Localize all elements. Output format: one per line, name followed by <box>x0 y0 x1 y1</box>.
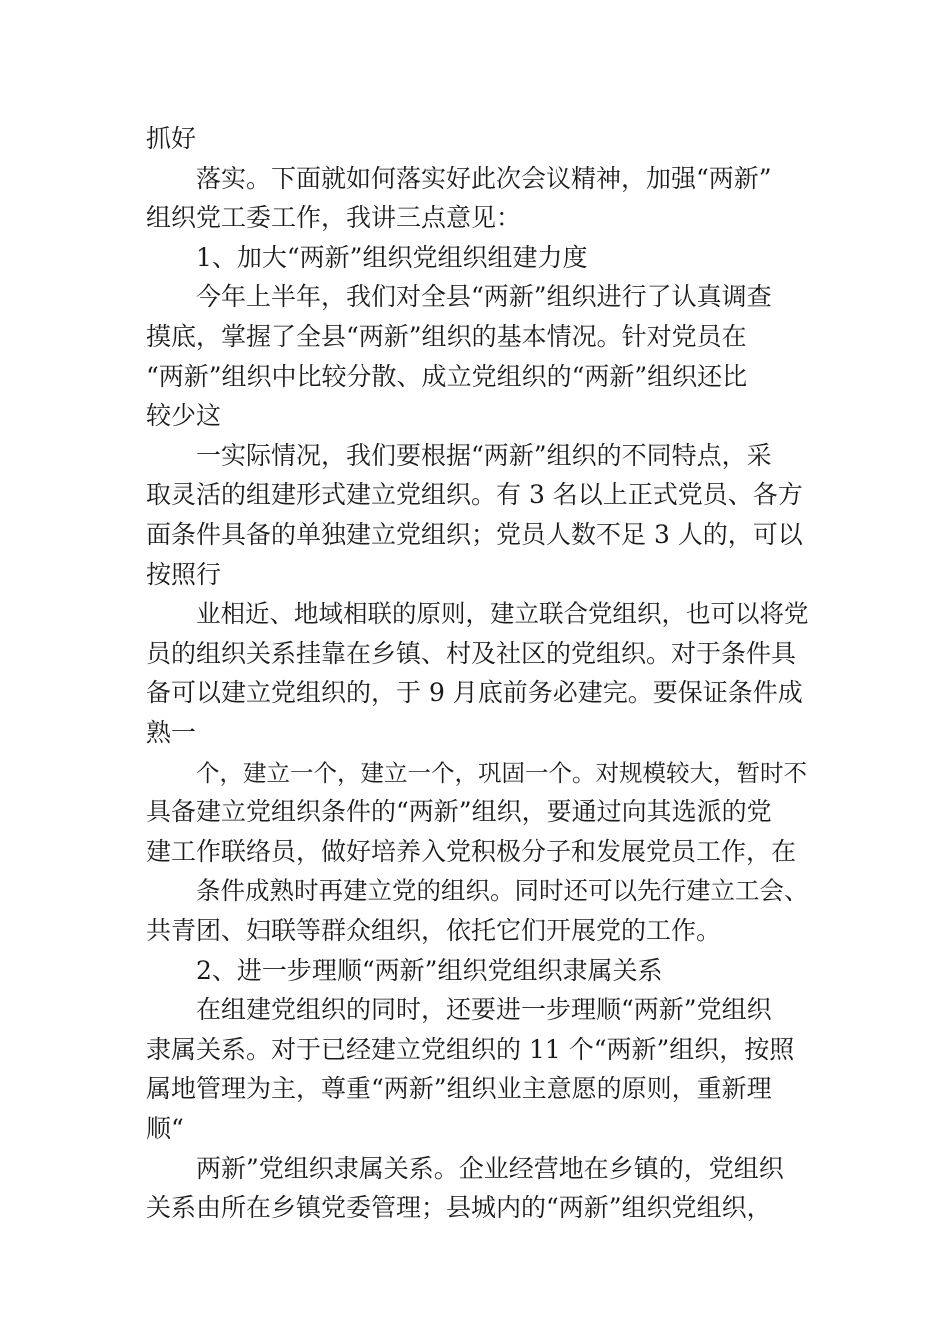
text-line: 业相近、地域相联的原则，建立联合党组织，也可以将党 <box>196 599 809 629</box>
text-line: 面条件具备的单独建立党组织；党员人数不足 3 人的，可以 <box>146 520 803 549</box>
text-line: 2、进一步理顺“两新”组织党组织隶属关系 <box>196 955 663 985</box>
text-line: 建工作联络员，做好培养入党积极分子和发展党员工作，在 <box>146 836 797 866</box>
text-line: 两新”党组织隶属关系。企业经营地在乡镇的，党组织 <box>196 1153 784 1183</box>
text-line: 关系由所在乡镇党委管理；县城内的“两新”组织党组织， <box>146 1193 772 1223</box>
text-line: 按照行 <box>146 559 222 589</box>
text-line: 组织党工委工作，我讲三点意见： <box>146 203 522 233</box>
text-line: 落实。下面就如何落实好此次会议精神，加强“两新” <box>196 163 772 193</box>
text-line: 较少这 <box>146 401 222 431</box>
text-line: 个，建立一个，建立一个，巩固一个。对规模较大，暂时不 <box>196 758 807 787</box>
text-line: 在组建党组织的同时，还要进一步理顺“两新”党组织 <box>196 995 772 1025</box>
text-line: 员的组织关系挂靠在乡镇、村及社区的党组织。对于条件具 <box>146 638 797 668</box>
text-line: 共青团、妇联等群众组织，依托它们开展党的工作。 <box>146 916 722 945</box>
text-line: 一实际情况，我们要根据“两新”组织的不同特点，采 <box>196 440 772 470</box>
text-line: 摸底，掌握了全县“两新”组织的基本情况。针对党员在 <box>146 322 747 351</box>
text-line: 条件成熟时再建立党的组织。同时还可以先行建立工会、 <box>196 876 809 906</box>
text-line: 备可以建立党组织的，于 9 月底前务必建完。要保证条件成 <box>146 678 803 708</box>
text-line: 今年上半年，我们对全县“两新”组织进行了认真调查 <box>196 282 772 312</box>
text-line: 顺“ <box>146 1114 184 1143</box>
text-line: 具备建立党组织条件的“两新”组织，要通过向其选派的党 <box>146 797 772 827</box>
text-line: 1、加大“两新”组织党组织组建力度 <box>196 242 588 272</box>
text-line: 抓好 <box>146 124 197 153</box>
text-line: 取灵活的组建形式建立党组织。有 3 名以上正式党员、各方 <box>146 480 803 510</box>
text-line: “两新”组织中比较分散、成立党组织的“两新”组织还比 <box>146 361 748 391</box>
text-line: 属地管理为主，尊重“两新”组织业主意愿的原则，重新理 <box>146 1074 772 1104</box>
text-line: 隶属关系。对于已经建立党组织的 11 个“两新”组织，按照 <box>146 1034 795 1064</box>
text-line: 熟一 <box>146 718 197 747</box>
